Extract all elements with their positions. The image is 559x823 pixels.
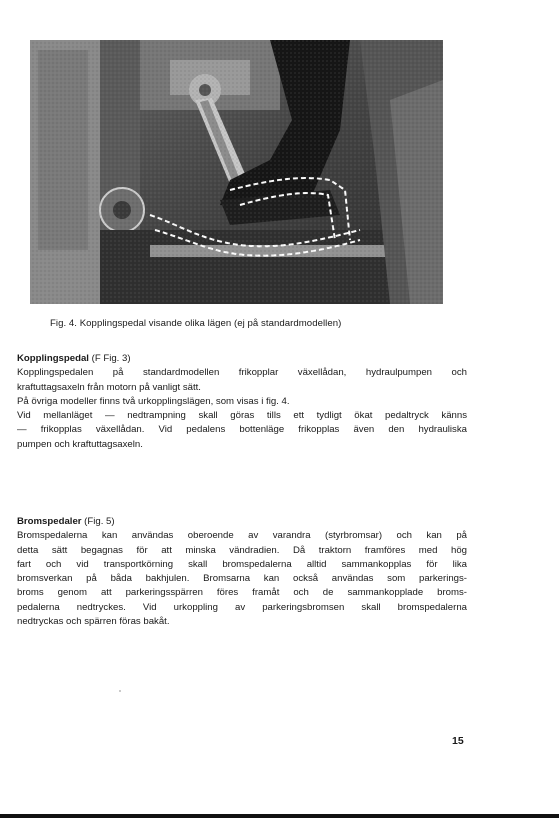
brake-pedals-title: Bromspedaler bbox=[17, 516, 82, 527]
paragraph-line: fart och vid transportkörning skall bromspedalerna alltid sammankopplas för lika bbox=[17, 558, 467, 570]
paragraph-line: bromsverkan på båda bakhjulen. Bromsarna kan också användas som parkerings- bbox=[17, 573, 467, 585]
figure-photo bbox=[30, 40, 443, 304]
paragraph-line: detta sätt begagnas för att minska vändradien. Då traktorn framföres med hög bbox=[17, 544, 467, 556]
clutch-pedal-title: Kopplingspedal bbox=[17, 353, 89, 364]
paragraph-line: Bromspedalerna kan användas oberoende av varandra (styrbromsar) och kan på bbox=[17, 530, 467, 542]
clutch-pedal-figure-ref: (F Fig. 3) bbox=[88, 353, 131, 364]
page-bottom-edge bbox=[0, 814, 559, 818]
figure-caption: Fig. 4. Kopplingspedal visande olika lägen (ej på standardmodellen) bbox=[50, 318, 342, 329]
scan-speck bbox=[119, 690, 121, 692]
paragraph-line: Kopplingspedalen på standardmodellen frikopplar växellådan, hydraulpumpen och bbox=[17, 367, 467, 379]
page-number: 15 bbox=[452, 735, 464, 747]
paragraph-line: pedalerna nedtryckes. Vid urkoppling av parkeringsbromsen skall bromspedalerna bbox=[17, 601, 467, 613]
paragraph-line: — frikopplas växellådan. Vid pedalens bottenläge frikopplas även den hydrauliska bbox=[17, 424, 467, 436]
paragraph-line: nedtryckas och spärren föras bakåt. bbox=[17, 616, 170, 628]
photo-tractor-clutch-pedal-icon bbox=[30, 40, 443, 304]
paragraph-line: pumpen och kraftuttagsaxeln. bbox=[17, 438, 143, 450]
paragraph-line: På övriga modeller finns två urkopplingslägen, som visas i fig. 4. bbox=[17, 395, 290, 407]
clutch-pedal-heading bbox=[17, 352, 467, 366]
brake-pedals-section bbox=[17, 515, 467, 629]
paragraph-line: broms genom att parkeringsspärren föres framåt och de sammankopplade broms- bbox=[17, 587, 467, 599]
brake-pedals-figure-ref: (Fig. 5) bbox=[81, 516, 115, 527]
clutch-pedal-section bbox=[17, 352, 467, 452]
brake-pedals-heading bbox=[17, 515, 467, 529]
paragraph-line: Vid mellanläget — nedtrampning skall göras tills ett tydligt ökat pedaltryck känns bbox=[17, 410, 467, 422]
paragraph-line: kraftuttagsaxeln från motorn på vanligt sätt. bbox=[17, 381, 201, 393]
